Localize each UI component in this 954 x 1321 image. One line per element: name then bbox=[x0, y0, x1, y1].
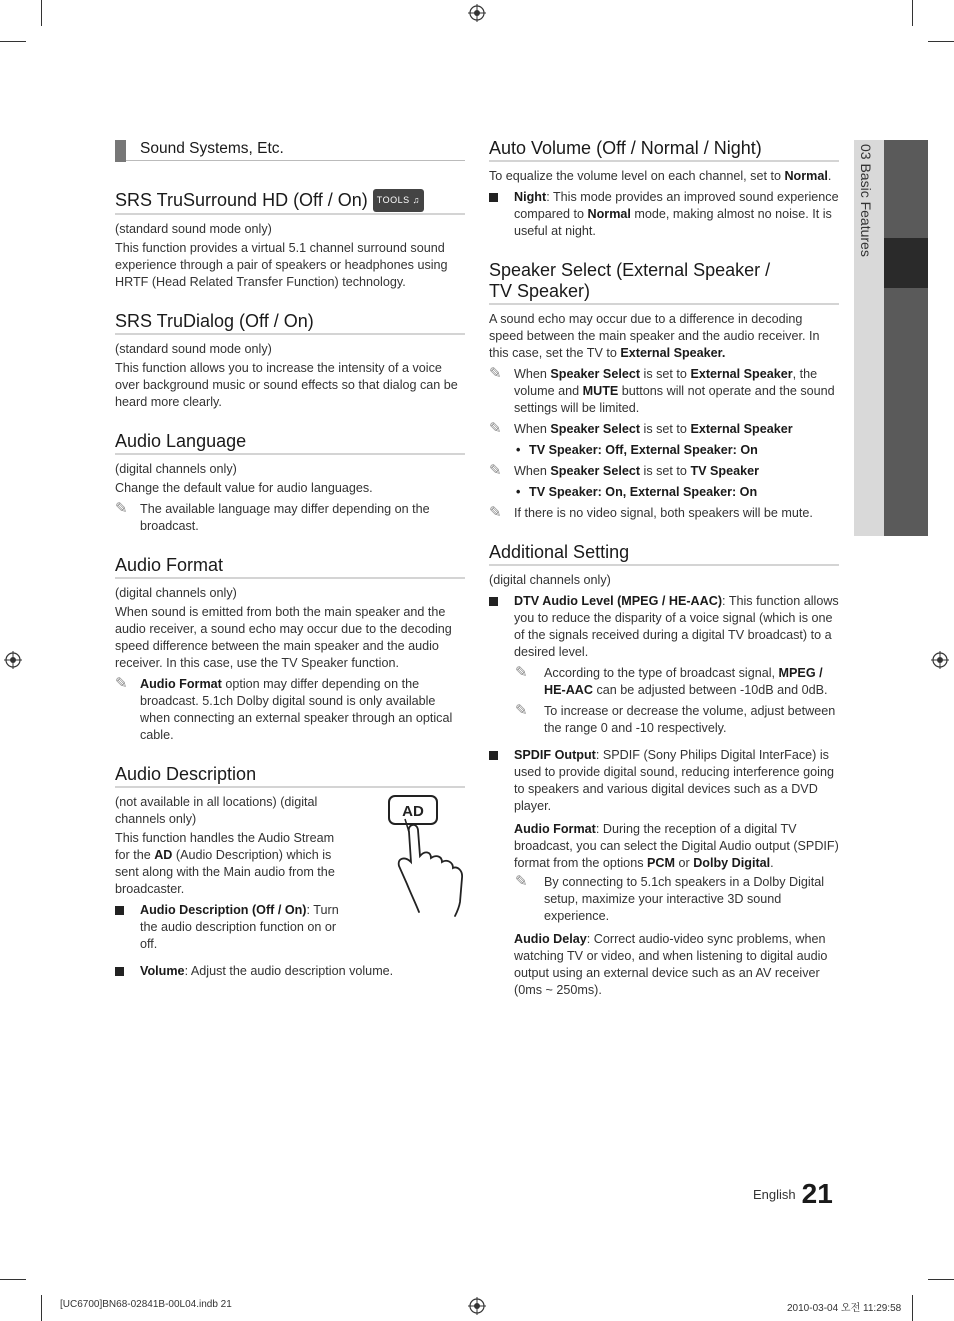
auto-volume-title: Auto Volume (Off / Normal / Night) bbox=[489, 138, 839, 162]
speaker-select-section bbox=[489, 311, 839, 522]
bullet-square-icon bbox=[115, 967, 124, 976]
speaker-select-title: Speaker Select (External Speaker / TV Speaker) bbox=[489, 260, 839, 305]
registration-mark-icon bbox=[4, 651, 22, 669]
bullet-item: Audio Description (Off / On): Turn the audio description function on or off. bbox=[115, 902, 345, 953]
crop-mark bbox=[0, 1279, 26, 1280]
dot-item: • TV Speaker: Off, External Speaker: On bbox=[516, 443, 758, 457]
note: ✎ When Speaker Select is set to External Speaker, the volume and MUTE buttons will not operate and the sound settings will be limited. bbox=[489, 365, 835, 415]
crop-mark bbox=[41, 1295, 42, 1321]
right-column bbox=[489, 138, 839, 1019]
crop-mark bbox=[0, 41, 26, 42]
pencil-note-icon: ✎ bbox=[115, 500, 128, 517]
note: ✎ According to the type of broadcast signal, MPEG / HE-AAC can be adjusted between -10dB and 0dB. bbox=[515, 664, 828, 697]
audio-language-title: Audio Language bbox=[115, 431, 465, 455]
crop-mark bbox=[928, 41, 954, 42]
chapter-indicator bbox=[884, 238, 928, 288]
registration-mark-icon bbox=[468, 1297, 486, 1315]
audio-description-title: Audio Description bbox=[115, 764, 465, 788]
section-heading: Sound Systems, Etc. bbox=[115, 138, 465, 161]
bullet-item: Night: This mode provides an improved sound experience compared to Normal mode, making almost no noise. It is useful at night. bbox=[489, 189, 839, 240]
srs-trusurround-title: SRS TruSurround HD (Off / On) TOOLS ♫ bbox=[115, 189, 465, 215]
bullet-item: SPDIF Output: SPDIF (Sony Philips Digital InterFace) is used to provide digital sound, reducing interference going to speakers and various digital devices such as a DVD player. bbox=[489, 747, 839, 815]
srs-trudialog-section: (standard sound mode only) This function allows you to increase the intensity of a voice over background music or sound effects so that dialog can be heard more clearly. bbox=[115, 342, 458, 409]
note: ✎ When Speaker Select is set to TV Speaker bbox=[489, 462, 760, 479]
tools-badge: TOOLS ♫ bbox=[373, 189, 424, 212]
bullet-item: Volume: Adjust the audio description volume. bbox=[115, 963, 465, 980]
audio-description-text: (not available in all locations) (digital channels only) This function handles the Audio Stream for the AD (Audio Description) which is sent along with the Main audio from the broadcaster. Audio Description (Off / On): Turn the audio description function on or off. bbox=[115, 794, 345, 953]
note: ✎ To increase or decrease the volume, adjust between the range 0 and -10 respectively. bbox=[515, 702, 836, 735]
pencil-note-icon: ✎ bbox=[115, 675, 128, 692]
chapter-label: 03 Basic Features bbox=[858, 144, 874, 257]
bullet-item: DTV Audio Level (MPEG / HE-AAC): This function allows you to reduce the disparity of a voice signal (which is one of the signals received during a digital TV broadcast) to a desired level. bbox=[489, 593, 839, 661]
bullet-square-icon bbox=[489, 751, 498, 760]
note: ✎ Audio Format option may differ depending on the broadcast. 5.1ch Dolby digital sound is only available when connecting an external speaker through an optical cable. bbox=[115, 675, 453, 742]
page-footer bbox=[753, 1178, 833, 1210]
registration-mark-icon bbox=[468, 4, 486, 22]
auto-volume-section bbox=[489, 168, 839, 240]
audio-description-section bbox=[115, 794, 465, 980]
additional-setting-section: (digital channels only) DTV Audio Level (MPEG / HE-AAC): This function allows you to reduce the disparity of a voice signal (which is one of the signals received during a digital TV broadcast) to a desired level. ✎ According to the type of broadcast signal, MPEG / HE-AAC can be adjusted between -10dB and 0dB. ✎ To increase or decrease the volume, adjust between the range 0 and -10 respectively. SPDIF Output: SPDIF (Sony Philips Digital InterFace) is used to provide digital sound, reducing interference going to speakers and various digital devices such as a DVD player. Audio Format: During the reception of a digital TV broadcast, you can select the Digital Audio output (SPDIF) format from the options PCM or Dolby Digital. ✎ By connecting to 5.1ch speakers in a Dolby Digital setup, maximize your interactive 3D sound experience. Audio Delay: Correct audio-video sync problems, when watching TV or video, and when listening to digital audio output using an external device such as an AV receiver (0ms ~ 250ms). bbox=[489, 573, 839, 997]
note: ✎ The available language may differ depending on the broadcast. bbox=[115, 500, 430, 533]
pencil-note-icon: ✎ bbox=[489, 504, 502, 521]
bullet-square-icon bbox=[489, 597, 498, 606]
crop-mark bbox=[912, 0, 913, 26]
language-label: English bbox=[753, 1187, 796, 1202]
print-slug-left: [UC6700]BN68-02841B-00L04.indb 21 bbox=[60, 1299, 232, 1310]
pencil-note-icon: ✎ bbox=[515, 664, 528, 681]
auto-volume-body: To equalize the volume level on each channel, set to Normal. bbox=[489, 169, 832, 183]
dot-item: • TV Speaker: On, External Speaker: On bbox=[516, 485, 758, 499]
audio-language-section: (digital channels only) Change the default value for audio languages. ✎ The available language may differ depending on the broadcast. bbox=[115, 461, 465, 535]
additional-setting-title: Additional Setting bbox=[489, 542, 839, 566]
section-bar bbox=[115, 140, 126, 162]
note: ✎ By connecting to 5.1ch speakers in a Dolby Digital setup, maximize your interactive 3D sound experience. bbox=[515, 873, 825, 923]
audio-delay-sub: Audio Delay: Correct audio-video sync problems, when watching TV or video, and when listening to digital audio output using an external device such as an AV receiver (0ms ~ 250ms). bbox=[514, 932, 828, 997]
bullet-square-icon bbox=[489, 193, 498, 202]
pencil-note-icon: ✎ bbox=[515, 873, 528, 890]
srs-trudialog-title: SRS TruDialog (Off / On) bbox=[115, 311, 465, 335]
left-column bbox=[115, 138, 465, 1000]
srs-trusurround-section: (standard sound mode only) This function provides a virtual 5.1 channel surround sound experience through a pair of speakers or headphones using HRTF (Head Related Transfer Function) technology. bbox=[115, 222, 448, 289]
note: ✎ When Speaker Select is set to External Speaker bbox=[489, 420, 793, 437]
crop-mark bbox=[928, 1279, 954, 1280]
audio-format-title: Audio Format bbox=[115, 555, 465, 579]
hand-pressing-ad-button-icon bbox=[387, 794, 467, 919]
chapter-side-tab bbox=[854, 140, 928, 536]
pencil-note-icon: ✎ bbox=[489, 365, 502, 382]
crop-mark bbox=[41, 0, 42, 26]
audio-description-body: This function handles the Audio Stream for the AD (Audio Description) which is sent along with the Main audio from the broadcaster. bbox=[115, 831, 335, 896]
registration-mark-icon bbox=[931, 651, 949, 669]
pencil-note-icon: ✎ bbox=[489, 462, 502, 479]
speaker-select-body: A sound echo may occur due to a difference in decoding speed between the main speaker and the audio receiver. In this case, set the TV to External Speaker. bbox=[489, 312, 820, 360]
crop-mark bbox=[912, 1295, 913, 1321]
note: ✎ If there is no video signal, both speakers will be mute. bbox=[489, 504, 813, 521]
bullet-square-icon bbox=[115, 906, 124, 915]
audio-format-sub: Audio Format: During the reception of a digital TV broadcast, you can select the Digital Audio output (SPDIF) format from the options PCM or Dolby Digital. bbox=[514, 822, 839, 870]
pencil-note-icon: ✎ bbox=[489, 420, 502, 437]
ad-button-label: AD bbox=[402, 803, 424, 820]
audio-format-section: (digital channels only) When sound is emitted from both the main speaker and the audio receiver, a sound echo may occur due to the decoding speed difference between the main speaker and the audio receiver. In this case, use the TV Speaker function. ✎ Audio Format option may differ depending on the broadcast. 5.1ch Dolby digital sound is only available when connecting an external speaker through an optical cable. bbox=[115, 585, 465, 744]
pencil-note-icon: ✎ bbox=[515, 702, 528, 719]
page-number: 21 bbox=[801, 1178, 833, 1209]
print-slug-right: 2010-03-04 오전 11:29:58 bbox=[787, 1303, 902, 1314]
